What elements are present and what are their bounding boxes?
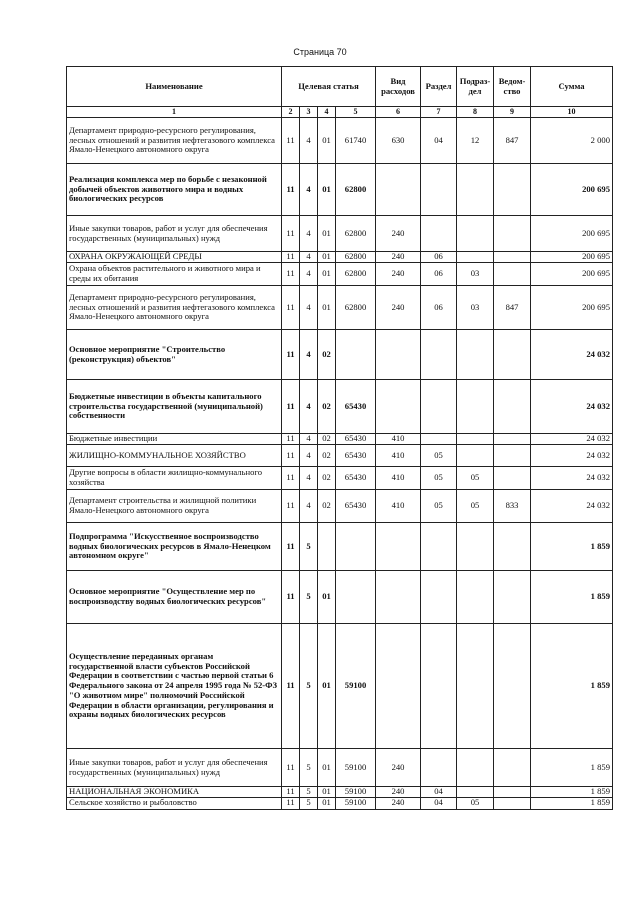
target-code-2: 4 <box>300 445 318 467</box>
target-code-4: 65430 <box>336 434 376 445</box>
header-department: Ведом-ство <box>494 67 531 107</box>
section-code <box>421 434 457 445</box>
expense-type: 410 <box>376 490 421 523</box>
target-code-2: 5 <box>300 523 318 571</box>
target-code-2: 5 <box>300 797 318 809</box>
subsection-code <box>457 252 494 263</box>
target-code-2: 4 <box>300 434 318 445</box>
table-row <box>67 490 613 523</box>
target-code-3: 02 <box>318 330 336 380</box>
target-code-4: 62800 <box>336 286 376 330</box>
subsection-code <box>457 445 494 467</box>
target-code-1: 11 <box>282 434 300 445</box>
subsection-code: 03 <box>457 263 494 286</box>
subsection-code <box>457 624 494 749</box>
row-name: Основное мероприятие "Осуществление мер по воспроизводству водных биологических ресурсов" <box>67 571 282 624</box>
section-code <box>421 164 457 216</box>
target-code-1: 11 <box>282 252 300 263</box>
col-number: 2 <box>282 107 300 118</box>
row-name: Другие вопросы в области жилищно-коммунального хозяйства <box>67 467 282 490</box>
department-code <box>494 787 531 798</box>
col-number: 5 <box>336 107 376 118</box>
amount: 1 859 <box>531 787 613 798</box>
col-number: 1 <box>67 107 282 118</box>
department-code <box>494 571 531 624</box>
table-row <box>67 571 613 624</box>
target-code-3 <box>318 523 336 571</box>
col-number: 9 <box>494 107 531 118</box>
amount: 200 695 <box>531 216 613 252</box>
section-code: 06 <box>421 263 457 286</box>
section-code <box>421 749 457 787</box>
expense-type <box>376 571 421 624</box>
subsection-code <box>457 164 494 216</box>
subsection-code <box>457 787 494 798</box>
target-code-1: 11 <box>282 787 300 798</box>
department-code <box>494 445 531 467</box>
table-row <box>67 286 613 330</box>
target-code-2: 5 <box>300 571 318 624</box>
target-code-1: 11 <box>282 624 300 749</box>
table-row <box>67 434 613 445</box>
department-code <box>494 380 531 434</box>
subsection-code <box>457 380 494 434</box>
target-code-1: 11 <box>282 164 300 216</box>
subsection-code <box>457 523 494 571</box>
target-code-3: 01 <box>318 164 336 216</box>
subsection-code <box>457 330 494 380</box>
section-code: 05 <box>421 467 457 490</box>
row-name: Реализация комплекса мер по борьбе с незаконной добычей объектов животного мира и водных биологических ресурсов <box>67 164 282 216</box>
table-row <box>67 467 613 490</box>
table-row <box>67 749 613 787</box>
target-code-2: 4 <box>300 252 318 263</box>
department-code: 847 <box>494 286 531 330</box>
section-code <box>421 380 457 434</box>
target-code-4: 59100 <box>336 749 376 787</box>
table-row <box>67 263 613 286</box>
row-name: Бюджетные инвестиции <box>67 434 282 445</box>
section-code: 04 <box>421 797 457 809</box>
target-code-3: 02 <box>318 380 336 434</box>
target-code-2: 5 <box>300 749 318 787</box>
target-code-4 <box>336 571 376 624</box>
target-code-2: 5 <box>300 624 318 749</box>
target-code-4: 62800 <box>336 216 376 252</box>
expense-type: 240 <box>376 787 421 798</box>
row-name: Департамент природно-ресурсного регулирования, лесных отношений и развития нефтегазового комплекса Ямало-Ненецкого автономного округа <box>67 286 282 330</box>
budget-table <box>66 66 613 810</box>
expense-type <box>376 164 421 216</box>
header-expense-type: Вид расходов <box>376 67 421 107</box>
section-code: 06 <box>421 252 457 263</box>
row-name: Подпрограмма "Искусственное воспроизводство водных биологических ресурсов в Ямало-Ненецком автономном округе" <box>67 523 282 571</box>
page-label: Страница 70 <box>293 47 347 57</box>
table-row <box>67 252 613 263</box>
subsection-code <box>457 571 494 624</box>
target-code-2: 4 <box>300 118 318 164</box>
target-code-4 <box>336 330 376 380</box>
amount: 24 032 <box>531 380 613 434</box>
section-code: 06 <box>421 286 457 330</box>
target-code-4: 65430 <box>336 380 376 434</box>
target-code-2: 4 <box>300 286 318 330</box>
target-code-3: 01 <box>318 286 336 330</box>
expense-type <box>376 380 421 434</box>
target-code-3: 02 <box>318 467 336 490</box>
expense-type: 410 <box>376 445 421 467</box>
target-code-1: 11 <box>282 467 300 490</box>
department-code <box>494 216 531 252</box>
target-code-1: 11 <box>282 286 300 330</box>
row-name: Охрана объектов растительного и животного мира и среды их обитания <box>67 263 282 286</box>
target-code-1: 11 <box>282 380 300 434</box>
section-code <box>421 624 457 749</box>
col-number: 10 <box>531 107 613 118</box>
amount: 24 032 <box>531 330 613 380</box>
header-target-article: Целевая статья <box>282 67 376 107</box>
target-code-2: 4 <box>300 263 318 286</box>
target-code-1: 11 <box>282 749 300 787</box>
department-code <box>494 330 531 380</box>
amount: 1 859 <box>531 797 613 809</box>
target-code-2: 4 <box>300 164 318 216</box>
target-code-4: 65430 <box>336 467 376 490</box>
col-number: 6 <box>376 107 421 118</box>
target-code-2: 5 <box>300 787 318 798</box>
col-number: 7 <box>421 107 457 118</box>
target-code-4: 59100 <box>336 624 376 749</box>
target-code-3: 02 <box>318 445 336 467</box>
column-number-row <box>67 107 613 118</box>
row-name: НАЦИОНАЛЬНАЯ ЭКОНОМИКА <box>67 787 282 798</box>
target-code-3: 01 <box>318 216 336 252</box>
department-code <box>494 749 531 787</box>
row-name: Иные закупки товаров, работ и услуг для обеспечения государственных (муниципальных) нужд <box>67 216 282 252</box>
target-code-4: 65430 <box>336 490 376 523</box>
table-row <box>67 118 613 164</box>
table-row <box>67 445 613 467</box>
target-code-3: 02 <box>318 434 336 445</box>
table-row <box>67 523 613 571</box>
target-code-2: 4 <box>300 467 318 490</box>
subsection-code: 12 <box>457 118 494 164</box>
col-number: 4 <box>318 107 336 118</box>
row-name: ОХРАНА ОКРУЖАЮЩЕЙ СРЕДЫ <box>67 252 282 263</box>
target-code-1: 11 <box>282 523 300 571</box>
section-code: 04 <box>421 787 457 798</box>
expense-type: 240 <box>376 216 421 252</box>
target-code-4: 59100 <box>336 787 376 798</box>
target-code-1: 11 <box>282 797 300 809</box>
department-code <box>494 523 531 571</box>
row-name: Департамент природно-ресурсного регулирования, лесных отношений и развития нефтегазового комплекса Ямало-Ненецкого автономного округа <box>67 118 282 164</box>
table-body <box>67 118 613 810</box>
target-code-4: 59100 <box>336 797 376 809</box>
expense-type: 240 <box>376 749 421 787</box>
row-name: Бюджетные инвестиции в объекты капитального строительства государственной (муниципальной) собственности <box>67 380 282 434</box>
table-row <box>67 787 613 798</box>
amount: 2 000 <box>531 118 613 164</box>
expense-type <box>376 330 421 380</box>
table-row <box>67 164 613 216</box>
department-code <box>494 434 531 445</box>
header-name: Наименование <box>67 67 282 107</box>
subsection-code: 05 <box>457 467 494 490</box>
expense-type: 240 <box>376 797 421 809</box>
row-name: ЖИЛИЩНО-КОММУНАЛЬНОЕ ХОЗЯЙСТВО <box>67 445 282 467</box>
subsection-code: 05 <box>457 797 494 809</box>
row-name: Иные закупки товаров, работ и услуг для обеспечения государственных (муниципальных) нужд <box>67 749 282 787</box>
row-name: Осуществление переданных органам государственной власти субъектов Российской Федерации в соответствии с частью первой статьи 6 Федерального закона от 24 апреля 1995 года № 52-ФЗ "О животном мире" полномочий Российской Федерации в области организации, регулирования и охраны водных биологических ресурсов <box>67 624 282 749</box>
target-code-1: 11 <box>282 216 300 252</box>
department-code <box>494 797 531 809</box>
target-code-4 <box>336 523 376 571</box>
target-code-3: 01 <box>318 263 336 286</box>
amount: 24 032 <box>531 490 613 523</box>
subsection-code <box>457 434 494 445</box>
subsection-code: 05 <box>457 490 494 523</box>
target-code-1: 11 <box>282 571 300 624</box>
target-code-3: 01 <box>318 797 336 809</box>
amount: 200 695 <box>531 286 613 330</box>
target-code-1: 11 <box>282 490 300 523</box>
table-row <box>67 330 613 380</box>
target-code-1: 11 <box>282 118 300 164</box>
amount: 24 032 <box>531 434 613 445</box>
table-row <box>67 624 613 749</box>
target-code-3: 01 <box>318 118 336 164</box>
target-code-3: 01 <box>318 252 336 263</box>
expense-type: 630 <box>376 118 421 164</box>
target-code-3: 01 <box>318 571 336 624</box>
expense-type: 240 <box>376 263 421 286</box>
expense-type <box>376 523 421 571</box>
amount: 1 859 <box>531 624 613 749</box>
section-code: 04 <box>421 118 457 164</box>
amount: 24 032 <box>531 467 613 490</box>
section-code: 05 <box>421 445 457 467</box>
department-code <box>494 164 531 216</box>
section-code <box>421 523 457 571</box>
department-code: 847 <box>494 118 531 164</box>
subsection-code: 03 <box>457 286 494 330</box>
target-code-3: 02 <box>318 490 336 523</box>
department-code <box>494 252 531 263</box>
col-number: 3 <box>300 107 318 118</box>
table-row <box>67 797 613 809</box>
table-row <box>67 216 613 252</box>
target-code-3: 01 <box>318 624 336 749</box>
target-code-2: 4 <box>300 216 318 252</box>
target-code-2: 4 <box>300 380 318 434</box>
target-code-4: 62800 <box>336 263 376 286</box>
col-number: 8 <box>457 107 494 118</box>
section-code <box>421 216 457 252</box>
section-code <box>421 330 457 380</box>
target-code-1: 11 <box>282 445 300 467</box>
target-code-4: 62800 <box>336 252 376 263</box>
expense-type: 240 <box>376 286 421 330</box>
expense-type <box>376 624 421 749</box>
subsection-code <box>457 749 494 787</box>
row-name: Сельское хозяйство и рыболовство <box>67 797 282 809</box>
target-code-4: 61740 <box>336 118 376 164</box>
target-code-3: 01 <box>318 787 336 798</box>
table-row <box>67 380 613 434</box>
department-code <box>494 467 531 490</box>
target-code-1: 11 <box>282 330 300 380</box>
department-code <box>494 624 531 749</box>
amount: 200 695 <box>531 252 613 263</box>
row-name: Основное мероприятие "Строительство (реконструкция) объектов" <box>67 330 282 380</box>
section-code: 05 <box>421 490 457 523</box>
target-code-2: 4 <box>300 490 318 523</box>
amount: 1 859 <box>531 571 613 624</box>
header-section: Раздел <box>421 67 457 107</box>
row-name: Департамент строительства и жилищной политики Ямало-Ненецкого автономного округа <box>67 490 282 523</box>
subsection-code <box>457 216 494 252</box>
target-code-3: 01 <box>318 749 336 787</box>
department-code: 833 <box>494 490 531 523</box>
amount: 1 859 <box>531 749 613 787</box>
header-subsection: Подраз-дел <box>457 67 494 107</box>
target-code-4: 65430 <box>336 445 376 467</box>
expense-type: 410 <box>376 467 421 490</box>
amount: 1 859 <box>531 523 613 571</box>
target-code-2: 4 <box>300 330 318 380</box>
expense-type: 410 <box>376 434 421 445</box>
target-code-4: 62800 <box>336 164 376 216</box>
section-code <box>421 571 457 624</box>
department-code <box>494 263 531 286</box>
amount: 24 032 <box>531 445 613 467</box>
target-code-1: 11 <box>282 263 300 286</box>
header-amount: Сумма <box>531 67 613 107</box>
amount: 200 695 <box>531 164 613 216</box>
amount: 200 695 <box>531 263 613 286</box>
expense-type: 240 <box>376 252 421 263</box>
header-row <box>67 67 613 107</box>
